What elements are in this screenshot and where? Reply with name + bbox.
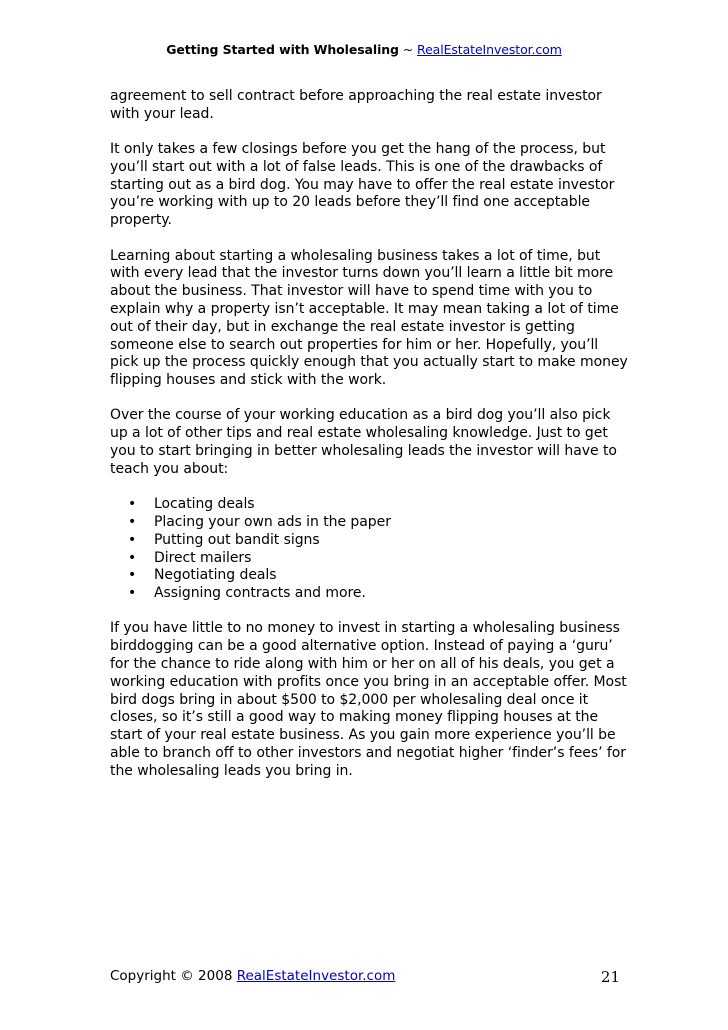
topics-list	[110, 496, 630, 603]
paragraph-1: agreement to sell contract before approaching the real estate investor with your lead.	[110, 88, 602, 122]
header-title: Getting Started with Wholesaling	[166, 42, 399, 57]
bullet-icon: •	[128, 567, 137, 584]
list-item-text: Direct mailers	[154, 549, 252, 566]
header-site-link[interactable]: RealEstateInvestor.com	[417, 42, 562, 57]
paragraph-closing: If you have little to no money to invest in starting a wholesaling business birddogging can be a good alternative option. Instead of paying a ‘guru’ for the chance to ride along with him or her on all of his deals, you get a working education with profits once you bring in an acceptable offer. Most bird dogs bring in about $500 to $2,000 per wholesaling deal once it closes, so it’s still a good way to making money flipping houses at the start of your real estate business. As you gain more experience you’ll be able to branch off to other investors and negotiat higher ‘finder’s fees’ for the wholesaling leads you bring in.	[110, 620, 627, 779]
bullet-icon: •	[128, 513, 137, 530]
list-item-text: Putting out bandit signs	[154, 531, 320, 548]
list-item	[128, 513, 630, 532]
page-number: 21	[600, 968, 620, 986]
footer-site-link[interactable]: RealEstateInvestor.com	[236, 968, 396, 984]
list-item	[128, 549, 630, 568]
list-item-text: Assigning contracts and more.	[154, 585, 366, 602]
list-item	[128, 585, 630, 603]
list-item	[128, 496, 630, 514]
page-header	[0, 42, 728, 57]
header-separator: ~	[398, 42, 418, 57]
list-item-text: Locating deals	[154, 496, 255, 513]
page-footer	[110, 968, 620, 984]
copyright-text: Copyright © 2008	[110, 968, 237, 984]
bullet-icon: •	[128, 549, 137, 566]
bullet-icon: •	[128, 585, 137, 602]
list-item-text: Negotiating deals	[154, 567, 277, 584]
bullet-icon: •	[128, 496, 137, 513]
list-item-text: Placing your own ads in the paper	[154, 513, 391, 530]
paragraph-2: It only takes a few closings before you get the hang of the process, but you’ll start out with a lot of false leads. This is one of the drawbacks of starting out as a bird dog. You may have to offer the real estate investor you’re working with up to 20 leads before they’ll find one acceptable property.	[110, 141, 615, 229]
bullet-icon: •	[128, 531, 137, 548]
list-item	[128, 531, 630, 550]
document-body	[110, 88, 630, 798]
paragraph-3: Learning about starting a wholesaling business takes a lot of time, but with every lead that the investor turns down you’ll learn a little bit more about the business. That investor will have to spend time with you to explain why a property isn’t acceptable. It may mean taking a lot of time out of their day, but in exchange the real estate investor is getting someone else to search out properties for him or her. Hopefully, you’ll pick up the process quickly enough that you actually start to make money flipping houses and stick with the work.	[110, 247, 628, 389]
list-item	[128, 567, 630, 585]
paragraph-4: Over the course of your working education as a bird dog you’ll also pick up a lot of other tips and real estate wholesaling knowledge. Just to get you to start bringing in better wholesaling leads the investor will have to teach you about:	[110, 407, 617, 477]
